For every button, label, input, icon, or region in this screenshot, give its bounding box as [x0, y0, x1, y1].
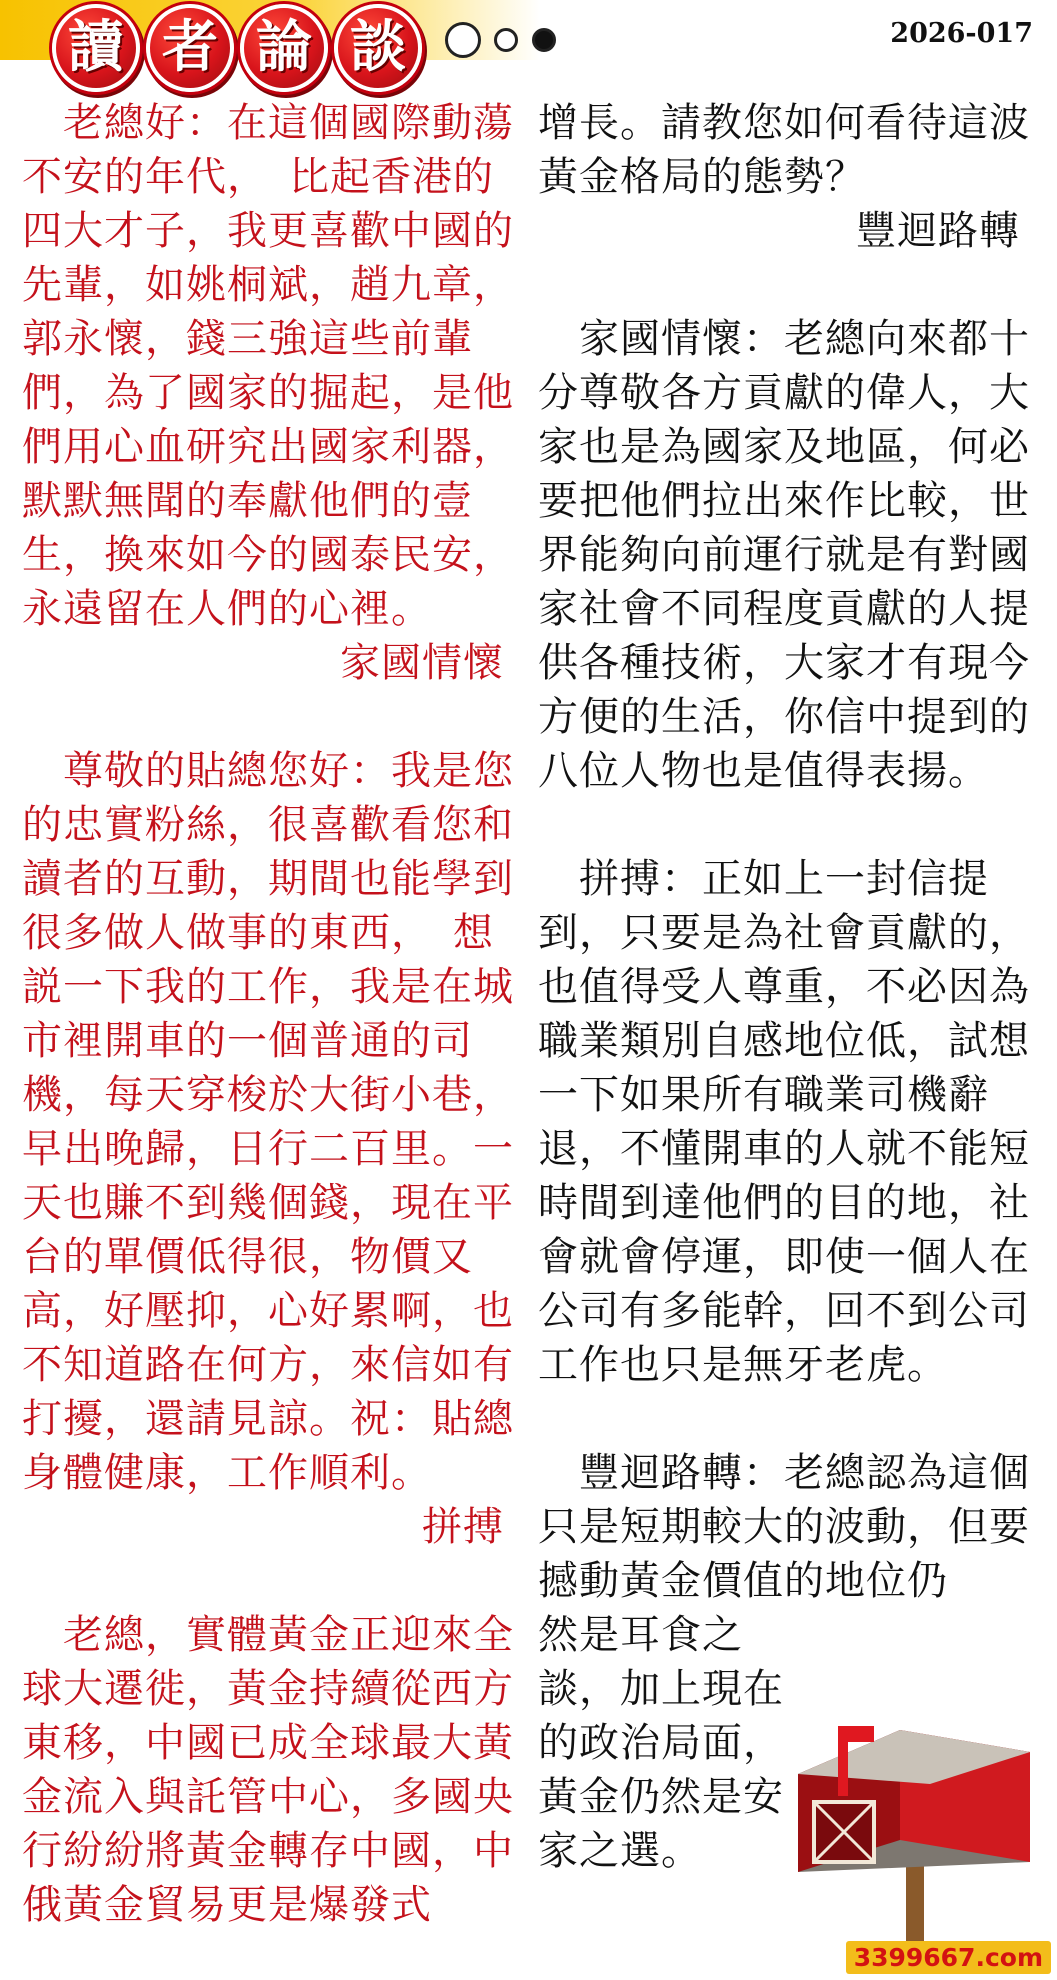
letter-1-body: 老總好：在這個國際動蕩不安的年代， 比起香港的四大才子，我更喜歡中國的先輩，如姚桐斌，趙九章，郭永懷，錢三強這些前輩們，為了國家的掘起，是他們用心血研究出國家利器，默默無聞的奉獻他們的壹生，換來如今的國泰民安，永遠留在人們的心裡。: [22, 100, 514, 632]
left-column: [22, 96, 522, 1932]
title-char-4: 談: [334, 4, 422, 92]
letter-2-body: 尊敬的貼總您好：我是您的忠實粉絲，很喜歡看您和讀者的互動，期間也能學到很多做人做事的東西， 想説一下我的工作，我是在城市裡開車的一個普通的司機，每天穿梭於大街小巷，早出晚歸，日行二百里。一天也賺不到幾個錢，現在平台的單價低得很，物價又高，好壓抑，心好累啊，也不知道路在何方，來信如有打擾，還請見諒。祝：貼總身體健康，工作順利。: [22, 748, 514, 1496]
mailbox-icon: [780, 1712, 1042, 1962]
reply-1-body: 家國情懷：老總向來都十分尊敬各方貢獻的偉人，大家也是為國家及地區，何必要把他們拉出來作比較，世界能夠向前運行就是有對國家社會不同程度貢獻的人提供各種技術，大家才有現今方便的生活，你信中提到的八位人物也是值得表揚。: [538, 316, 1030, 794]
letter-1-signature: 家國情懷: [340, 640, 504, 686]
circle-small-icon: [494, 28, 518, 52]
reply-3-body: 豐迴路轉：老總認為這個只是短期較大的波動，但要撼動黃金價值的地位仍: [538, 1450, 1030, 1604]
title-char-3: 論: [240, 4, 328, 92]
title-char-1: 讀: [52, 4, 140, 92]
circle-large-icon: [445, 22, 481, 58]
letter-2-signature: 拼搏: [422, 1504, 504, 1550]
reply-2-body: 拼搏：正如上一封信提到，只要是為社會貢獻的，也值得受人尊重，不必因為職業類別自感地位低，試想一下如果所有職業司機辭退，不懂開車的人就不能短時間到達他們的目的地，社會就會停運，即使一個人在公司有多能幹，回不到公司工作也只是無牙老虎。: [538, 856, 1030, 1388]
title-char-2: 者: [146, 4, 234, 92]
watermark: 3399667.com: [846, 1941, 1051, 1974]
letter-3-signature: 豐迴路轉: [856, 208, 1020, 254]
letter-3-continued: 增長。請教您如何看待這波黃金格局的態勢？: [538, 100, 1030, 200]
header: [0, 0, 1057, 92]
letter-3-body: 老總，實體黃金正迎來全球大遷徙，黃金持續從西方東移，中國已成全球最大黃金流入與託管中心，多國央行紛紛將黃金轉存中國，中俄黃金貿易更是爆發式: [22, 1612, 514, 1928]
reply-3-body-continued: 然是耳食之談，加上現在的政治局面，黃金仍然是安家之選。: [538, 1612, 784, 1874]
circle-filled-icon: [532, 28, 556, 52]
issue-number: 2026-017: [890, 18, 1033, 49]
right-column: [538, 96, 1038, 1878]
